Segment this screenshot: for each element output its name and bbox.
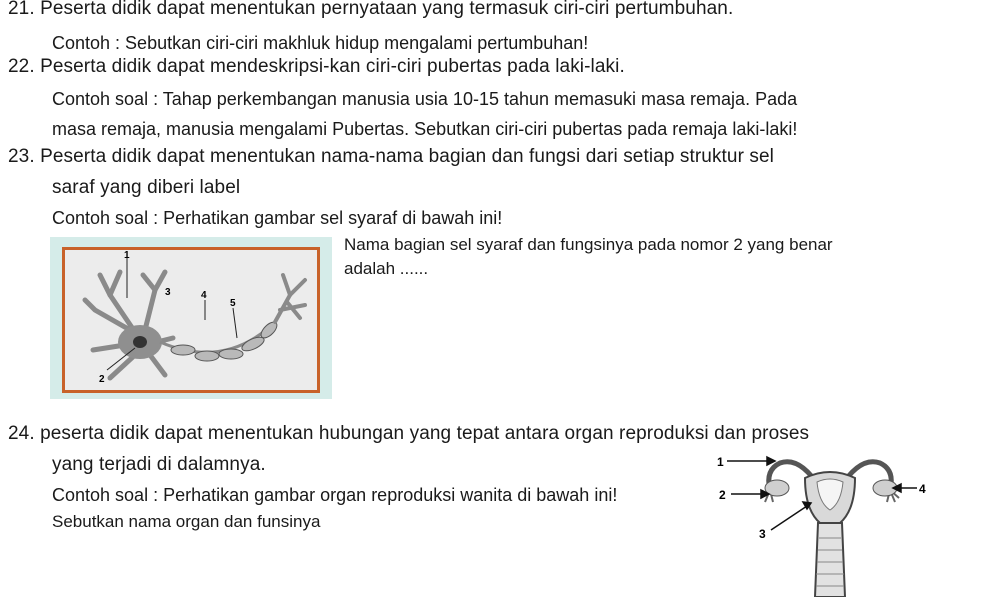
female-reproductive-diagram [705, 448, 950, 597]
neuron-axon-terminals [275, 275, 305, 322]
neuron-nucleus [133, 336, 147, 348]
q22-heading: 22. Peserta didik dapat mendeskripsi-kan ciri-ciri pubertas pada laki-laki. [8, 56, 625, 77]
neuron-dendrites [85, 272, 173, 378]
neuron-figure-frame [62, 247, 320, 393]
neuron-myelin-sheath [171, 319, 280, 361]
q23-example: Contoh soal : Perhatikan gambar sel syaraf di bawah ini! [52, 208, 503, 228]
q24-heading-line2: yang terjadi di dalamnya. [52, 454, 266, 475]
q24-heading-line1: 24. peserta didik dapat menentukan hubungan yang tepat antara organ reproduksi dan proses [8, 423, 810, 444]
repro-label-1: 1 [717, 455, 724, 469]
repro-label-3: 3 [759, 527, 766, 541]
q23-heading-line2: saraf yang diberi label [52, 177, 241, 198]
female-reproductive-figure [705, 448, 950, 597]
repro-label-4: 4 [919, 482, 926, 496]
q23-heading-line1: 23. Peserta didik dapat menentukan nama-nama bagian dan fungsi dari setiap struktur sel [8, 146, 774, 167]
neuron-label-5: 5 [230, 298, 236, 309]
q22-example-line2: masa remaja, manusia mengalami Pubertas. Sebutkan ciri-ciri pubertas pada remaja laki-laki! [52, 119, 798, 139]
neuron-label-4: 4 [201, 290, 207, 301]
q21-example: Contoh : Sebutkan ciri-ciri makhluk hidup mengalami pertumbuhan! [52, 33, 589, 53]
neuron-label-2: 2 [99, 374, 105, 385]
neuron-label-1: 1 [124, 250, 130, 261]
neuron-diagram [65, 250, 317, 390]
repro-label-2: 2 [719, 488, 726, 502]
q23-question-line1: Nama bagian sel syaraf dan fungsinya pada nomor 2 yang benar [344, 235, 833, 254]
q24-example: Contoh soal : Perhatikan gambar organ reproduksi wanita di bawah ini! [52, 485, 618, 505]
neuron-label-3: 3 [165, 287, 171, 298]
q22-example-line1: Contoh soal : Tahap perkembangan manusia usia 10-15 tahun memasuki masa remaja. Pada [52, 89, 798, 109]
neuron-figure [50, 237, 332, 399]
q24-instruction: Sebutkan nama organ dan funsinya [52, 512, 321, 531]
q21-heading: 21. Peserta didik dapat menentukan pernyataan yang termasuk ciri-ciri pertumbuhan. [8, 0, 734, 19]
q23-question-line2: adalah ...... [344, 259, 429, 278]
